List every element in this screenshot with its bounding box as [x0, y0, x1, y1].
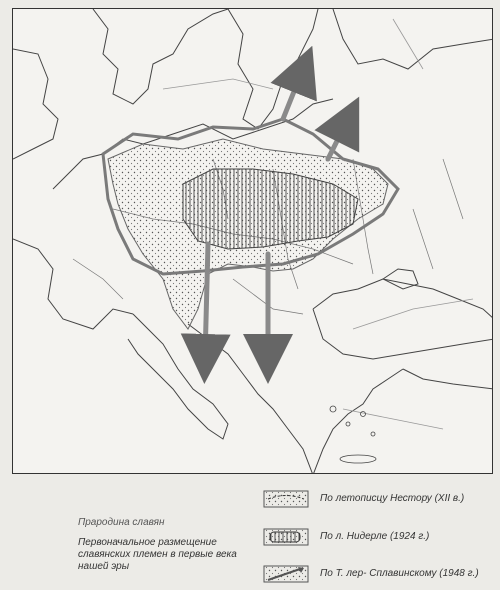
map-panel [12, 8, 493, 474]
legend-item-lehr [262, 563, 498, 585]
italy-coast [128, 314, 228, 439]
legend-label-lehr: По Т. лер- Сплавинскому (1948 г.) [320, 568, 479, 579]
legend-label-nestor: По летописцу Нестору (XII в.) [320, 493, 465, 504]
europe-map [13, 9, 493, 474]
scandinavia-coast [93, 9, 228, 104]
legend-title: Прародина славян [78, 517, 165, 528]
dashed-outline-dotted-icon [262, 488, 312, 510]
anatolia-coast [403, 369, 493, 389]
france-coast [13, 239, 133, 329]
finland-coast [333, 9, 493, 69]
britain-coast [13, 49, 58, 159]
stippled-arrow-icon [262, 563, 312, 585]
black-sea-coast [313, 279, 493, 359]
hatched-area-icon [262, 526, 312, 548]
legend-item-nestor [262, 488, 498, 510]
legend-item-niederle [262, 526, 498, 548]
legend-subtitle: Первоначальное размещение славянских племен в первые века нашей эры [78, 537, 237, 572]
crimea [383, 269, 418, 289]
legend-label-niederle: По л. Нидерле (1924 г.) [320, 531, 430, 542]
aegean-coast [313, 369, 403, 474]
